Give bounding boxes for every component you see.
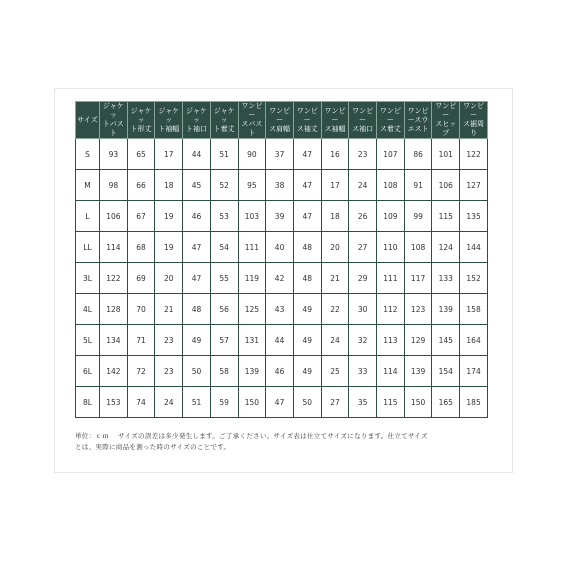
table-cell: 47 xyxy=(293,139,321,170)
table-cell: 122 xyxy=(100,263,128,294)
table-row xyxy=(76,325,488,356)
size-table-body xyxy=(76,139,488,418)
table-cell: 101 xyxy=(432,139,460,170)
table-cell: 26 xyxy=(349,201,377,232)
table-cell: 86 xyxy=(404,139,432,170)
table-cell: 158 xyxy=(460,294,488,325)
table-cell: 54 xyxy=(210,232,238,263)
table-cell: 115 xyxy=(432,201,460,232)
table-cell: 44 xyxy=(183,139,211,170)
size-label-cell: M xyxy=(76,170,100,201)
table-cell: 174 xyxy=(460,356,488,387)
table-row xyxy=(76,201,488,232)
table-cell: 114 xyxy=(100,232,128,263)
header-dress-bust: ワンピー スバスト xyxy=(238,102,266,139)
table-row xyxy=(76,170,488,201)
table-cell: 124 xyxy=(432,232,460,263)
size-label-cell: LL xyxy=(76,232,100,263)
table-cell: 71 xyxy=(127,325,155,356)
table-row xyxy=(76,263,488,294)
table-cell: 40 xyxy=(266,232,294,263)
table-cell: 133 xyxy=(432,263,460,294)
table-cell: 37 xyxy=(266,139,294,170)
table-cell: 139 xyxy=(432,294,460,325)
table-cell: 152 xyxy=(460,263,488,294)
table-cell: 154 xyxy=(432,356,460,387)
table-cell: 128 xyxy=(100,294,128,325)
table-cell: 53 xyxy=(210,201,238,232)
table-cell: 51 xyxy=(210,139,238,170)
table-cell: 52 xyxy=(210,170,238,201)
header-dress-sleeve-length: ワンピー ス袖丈 xyxy=(293,102,321,139)
table-cell: 131 xyxy=(238,325,266,356)
header-jacket-sleeve-width: ジャケッ ト袖幅 xyxy=(155,102,183,139)
table-cell: 68 xyxy=(127,232,155,263)
table-cell: 50 xyxy=(183,356,211,387)
table-cell: 70 xyxy=(127,294,155,325)
size-note-line-1: 単位：ｃｍ サイズの誤差は多少発生します。ご了承ください。サイズ表は仕立てサイズになります。仕立てサイズ xyxy=(75,432,428,440)
table-row xyxy=(76,294,488,325)
table-cell: 111 xyxy=(377,263,405,294)
size-table-header xyxy=(76,102,488,139)
table-cell: 93 xyxy=(100,139,128,170)
table-cell: 139 xyxy=(404,356,432,387)
table-cell: 185 xyxy=(460,387,488,418)
table-cell: 19 xyxy=(155,201,183,232)
table-cell: 39 xyxy=(266,201,294,232)
table-cell: 139 xyxy=(238,356,266,387)
table-row xyxy=(76,232,488,263)
table-cell: 122 xyxy=(460,139,488,170)
table-cell: 17 xyxy=(155,139,183,170)
table-cell: 49 xyxy=(293,325,321,356)
table-cell: 125 xyxy=(238,294,266,325)
header-jacket-cuff: ジャケッ ト袖口 xyxy=(183,102,211,139)
table-cell: 107 xyxy=(377,139,405,170)
table-cell: 110 xyxy=(377,232,405,263)
table-cell: 106 xyxy=(432,170,460,201)
table-cell: 113 xyxy=(377,325,405,356)
table-cell: 57 xyxy=(210,325,238,356)
table-cell: 44 xyxy=(266,325,294,356)
table-cell: 112 xyxy=(377,294,405,325)
size-label-cell: 5L xyxy=(76,325,100,356)
header-jacket-total-length: ジャケッ ト着丈 xyxy=(210,102,238,139)
table-cell: 20 xyxy=(321,232,349,263)
table-cell: 29 xyxy=(349,263,377,294)
size-label-cell: 4L xyxy=(76,294,100,325)
size-note-line-2: とは、実際に商品を測った時のサイズのことです。 xyxy=(75,443,231,451)
table-cell: 111 xyxy=(238,232,266,263)
table-cell: 47 xyxy=(183,263,211,294)
header-jacket-bust: ジャケッ トバスト xyxy=(100,102,128,139)
table-row xyxy=(76,356,488,387)
table-cell: 69 xyxy=(127,263,155,294)
header-dress-waist: ワンピ ースウ エスト xyxy=(404,102,432,139)
table-cell: 135 xyxy=(460,201,488,232)
table-cell: 117 xyxy=(404,263,432,294)
table-cell: 46 xyxy=(183,201,211,232)
table-cell: 18 xyxy=(155,170,183,201)
table-cell: 24 xyxy=(155,387,183,418)
table-cell: 65 xyxy=(127,139,155,170)
table-cell: 99 xyxy=(404,201,432,232)
table-cell: 144 xyxy=(460,232,488,263)
table-cell: 129 xyxy=(404,325,432,356)
table-cell: 23 xyxy=(349,139,377,170)
table-cell: 58 xyxy=(210,356,238,387)
table-cell: 21 xyxy=(321,263,349,294)
table-cell: 17 xyxy=(321,170,349,201)
table-cell: 27 xyxy=(349,232,377,263)
table-cell: 45 xyxy=(183,170,211,201)
table-cell: 119 xyxy=(238,263,266,294)
table-cell: 27 xyxy=(321,387,349,418)
table-cell: 16 xyxy=(321,139,349,170)
table-cell: 59 xyxy=(210,387,238,418)
table-cell: 51 xyxy=(183,387,211,418)
table-cell: 98 xyxy=(100,170,128,201)
size-label-cell: 8L xyxy=(76,387,100,418)
table-cell: 95 xyxy=(238,170,266,201)
table-cell: 21 xyxy=(155,294,183,325)
table-cell: 145 xyxy=(432,325,460,356)
table-cell: 49 xyxy=(183,325,211,356)
header-dress-shoulder: ワンピー ス肩幅 xyxy=(266,102,294,139)
table-cell: 142 xyxy=(100,356,128,387)
table-cell: 106 xyxy=(100,201,128,232)
table-cell: 48 xyxy=(293,232,321,263)
table-cell: 42 xyxy=(266,263,294,294)
table-cell: 47 xyxy=(183,232,211,263)
size-label-cell: L xyxy=(76,201,100,232)
table-cell: 153 xyxy=(100,387,128,418)
table-cell: 56 xyxy=(210,294,238,325)
table-cell: 50 xyxy=(293,387,321,418)
size-label-cell: S xyxy=(76,139,100,170)
table-cell: 38 xyxy=(266,170,294,201)
table-cell: 47 xyxy=(293,201,321,232)
table-cell: 164 xyxy=(460,325,488,356)
table-cell: 47 xyxy=(293,170,321,201)
table-cell: 43 xyxy=(266,294,294,325)
table-cell: 23 xyxy=(155,325,183,356)
size-note xyxy=(75,431,495,453)
table-row xyxy=(76,387,488,418)
table-cell: 32 xyxy=(349,325,377,356)
table-cell: 127 xyxy=(460,170,488,201)
header-dress-cuff: ワンピー ス袖口 xyxy=(349,102,377,139)
table-row xyxy=(76,139,488,170)
table-cell: 48 xyxy=(183,294,211,325)
table-cell: 91 xyxy=(404,170,432,201)
table-cell: 109 xyxy=(377,201,405,232)
table-cell: 18 xyxy=(321,201,349,232)
table-cell: 150 xyxy=(238,387,266,418)
table-cell: 67 xyxy=(127,201,155,232)
table-cell: 150 xyxy=(404,387,432,418)
size-label-cell: 3L xyxy=(76,263,100,294)
table-cell: 35 xyxy=(349,387,377,418)
header-dress-hip: ワンピー スヒップ xyxy=(432,102,460,139)
header-row xyxy=(76,102,488,139)
table-cell: 165 xyxy=(432,387,460,418)
table-cell: 103 xyxy=(238,201,266,232)
table-cell: 74 xyxy=(127,387,155,418)
size-label-cell: 6L xyxy=(76,356,100,387)
table-cell: 19 xyxy=(155,232,183,263)
table-cell: 33 xyxy=(349,356,377,387)
table-cell: 47 xyxy=(266,387,294,418)
table-cell: 30 xyxy=(349,294,377,325)
table-cell: 55 xyxy=(210,263,238,294)
table-cell: 49 xyxy=(293,356,321,387)
table-cell: 90 xyxy=(238,139,266,170)
table-cell: 66 xyxy=(127,170,155,201)
table-cell: 114 xyxy=(377,356,405,387)
table-cell: 25 xyxy=(321,356,349,387)
table-cell: 49 xyxy=(293,294,321,325)
table-cell: 24 xyxy=(321,325,349,356)
header-dress-hem: ワンピー ス裾周り xyxy=(460,102,488,139)
header-size: サイズ xyxy=(76,102,100,139)
header-jacket-length: ジャケッ ト形丈 xyxy=(127,102,155,139)
table-cell: 108 xyxy=(404,232,432,263)
table-cell: 23 xyxy=(155,356,183,387)
table-cell: 22 xyxy=(321,294,349,325)
header-dress-length: ワンピー ス着丈 xyxy=(377,102,405,139)
table-cell: 48 xyxy=(293,263,321,294)
table-cell: 72 xyxy=(127,356,155,387)
table-cell: 46 xyxy=(266,356,294,387)
table-cell: 115 xyxy=(377,387,405,418)
table-cell: 123 xyxy=(404,294,432,325)
header-dress-sleeve-width: ワンピー ス袖幅 xyxy=(321,102,349,139)
table-cell: 24 xyxy=(349,170,377,201)
size-table xyxy=(75,101,488,418)
table-cell: 20 xyxy=(155,263,183,294)
table-cell: 134 xyxy=(100,325,128,356)
table-cell: 108 xyxy=(377,170,405,201)
